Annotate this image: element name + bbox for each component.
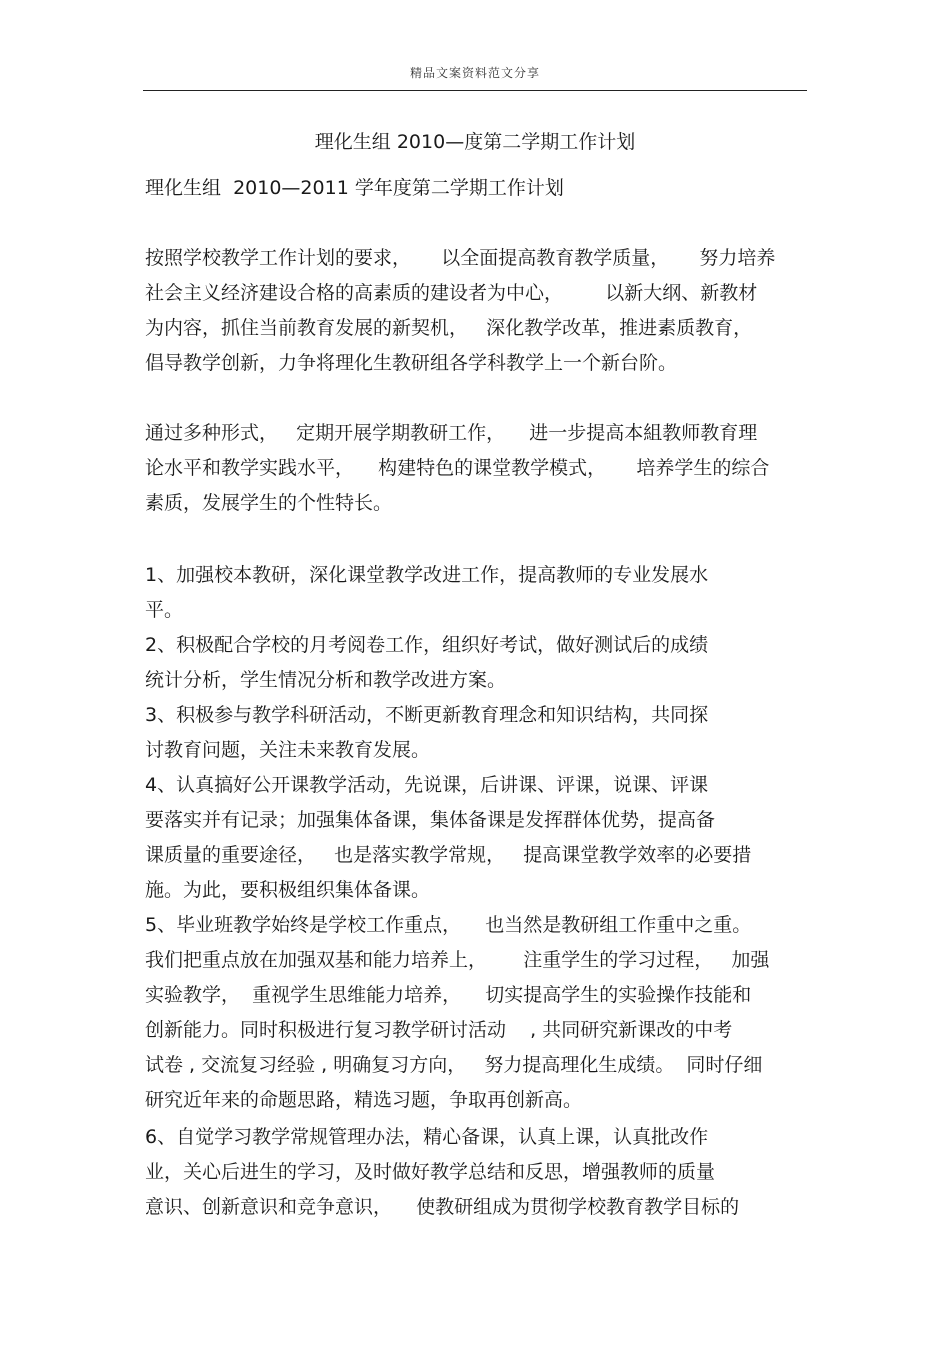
- list-item-line: 要落实并有记录；加强集体备课，集体备课是发挥群体优势，提高备: [145, 809, 716, 831]
- list-item-line: 平。: [145, 599, 184, 621]
- list-item-line: 施。为此，要积极组织集体备课。: [145, 879, 431, 901]
- paragraph-line: 通过多种形式， 定期开展学期教研工作， 进一步提高本組教师教育理: [145, 422, 758, 444]
- paragraph-line: 倡导教学创新，力争将理化生教研组各学科教学上一个新台阶。: [145, 352, 678, 374]
- list-item-line: 1、加强校本教研，深化课堂教学改进工作，提高教师的专业发展水: [145, 564, 709, 586]
- list-item-line: 讨教育问题，关注未来教育发展。: [145, 739, 431, 761]
- header-divider: [143, 90, 807, 91]
- list-item-line: 3、积极参与教学科研活动，不断更新教育理念和知识结构，共同探: [145, 704, 709, 726]
- page-header: 精品文案资料范文分享: [409, 66, 540, 80]
- paragraph-line: 为内容，抓住当前教育发展的新契机， 深化教学改革，推进素质教育，: [145, 317, 753, 339]
- list-item-line: 意识、创新意识和竞争意识， 使教研组成为贯彻学校教育教学目标的: [145, 1196, 740, 1218]
- list-item-line: 统计分析，学生情况分析和教学改进方案。: [145, 669, 507, 691]
- list-item-line: 课质量的重要途径， 也是落实教学常规， 提高课堂教学效率的必要措: [145, 844, 752, 866]
- list-item-line: 我们把重点放在加强双基和能力培养上， 注重学生的学习过程， 加强: [145, 949, 770, 971]
- paragraph-line: 社会主义经济建设合格的高素质的建设者为中心， 以新大纲、新教材: [145, 282, 758, 304]
- list-item-line: 业，关心后进生的学习，及时做好教学总结和反思，增强教师的质量: [145, 1161, 716, 1183]
- list-item-line: 创新能力。同时积极进行复习教学研讨活动 , 共同研究新课改的中考: [145, 1019, 733, 1041]
- document-subtitle: 理化生组 2010—2011 学年度第二学期工作计划: [145, 177, 564, 199]
- list-item-line: 5、毕业班教学始终是学校工作重点， 也当然是教研组工作重中之重。: [145, 914, 752, 936]
- document-title: 理化生组 2010—度第二学期工作计划: [314, 131, 636, 153]
- list-item-line: 试卷 , 交流复习经验 , 明确复习方向， 努力提高理化生成绩。 同时仔细: [145, 1054, 763, 1076]
- paragraph-line: 按照学校教学工作计划的要求， 以全面提高教育教学质量， 努力培养: [145, 247, 776, 269]
- list-item-line: 实验教学， 重视学生思维能力培养， 切实提高学生的实验操作技能和: [145, 984, 752, 1006]
- list-item-line: 6、自觉学习教学常规管理办法，精心备课，认真上课，认真批改作: [145, 1126, 709, 1148]
- list-item-line: 4、认真搞好公开课教学活动，先说课，后讲课、评课，说课、评课: [145, 774, 709, 796]
- paragraph-line: 素质，发展学生的个性特长。: [145, 492, 393, 514]
- paragraph-line: 论水平和教学实践水平， 构建特色的课堂教学模式， 培养学生的综合: [145, 457, 770, 479]
- list-item-line: 2、积极配合学校的月考阅卷工作，组织好考试，做好测试后的成绩: [145, 634, 709, 656]
- list-item-line: 研究近年来的命题思路，精选习题，争取再创新高。: [145, 1089, 583, 1111]
